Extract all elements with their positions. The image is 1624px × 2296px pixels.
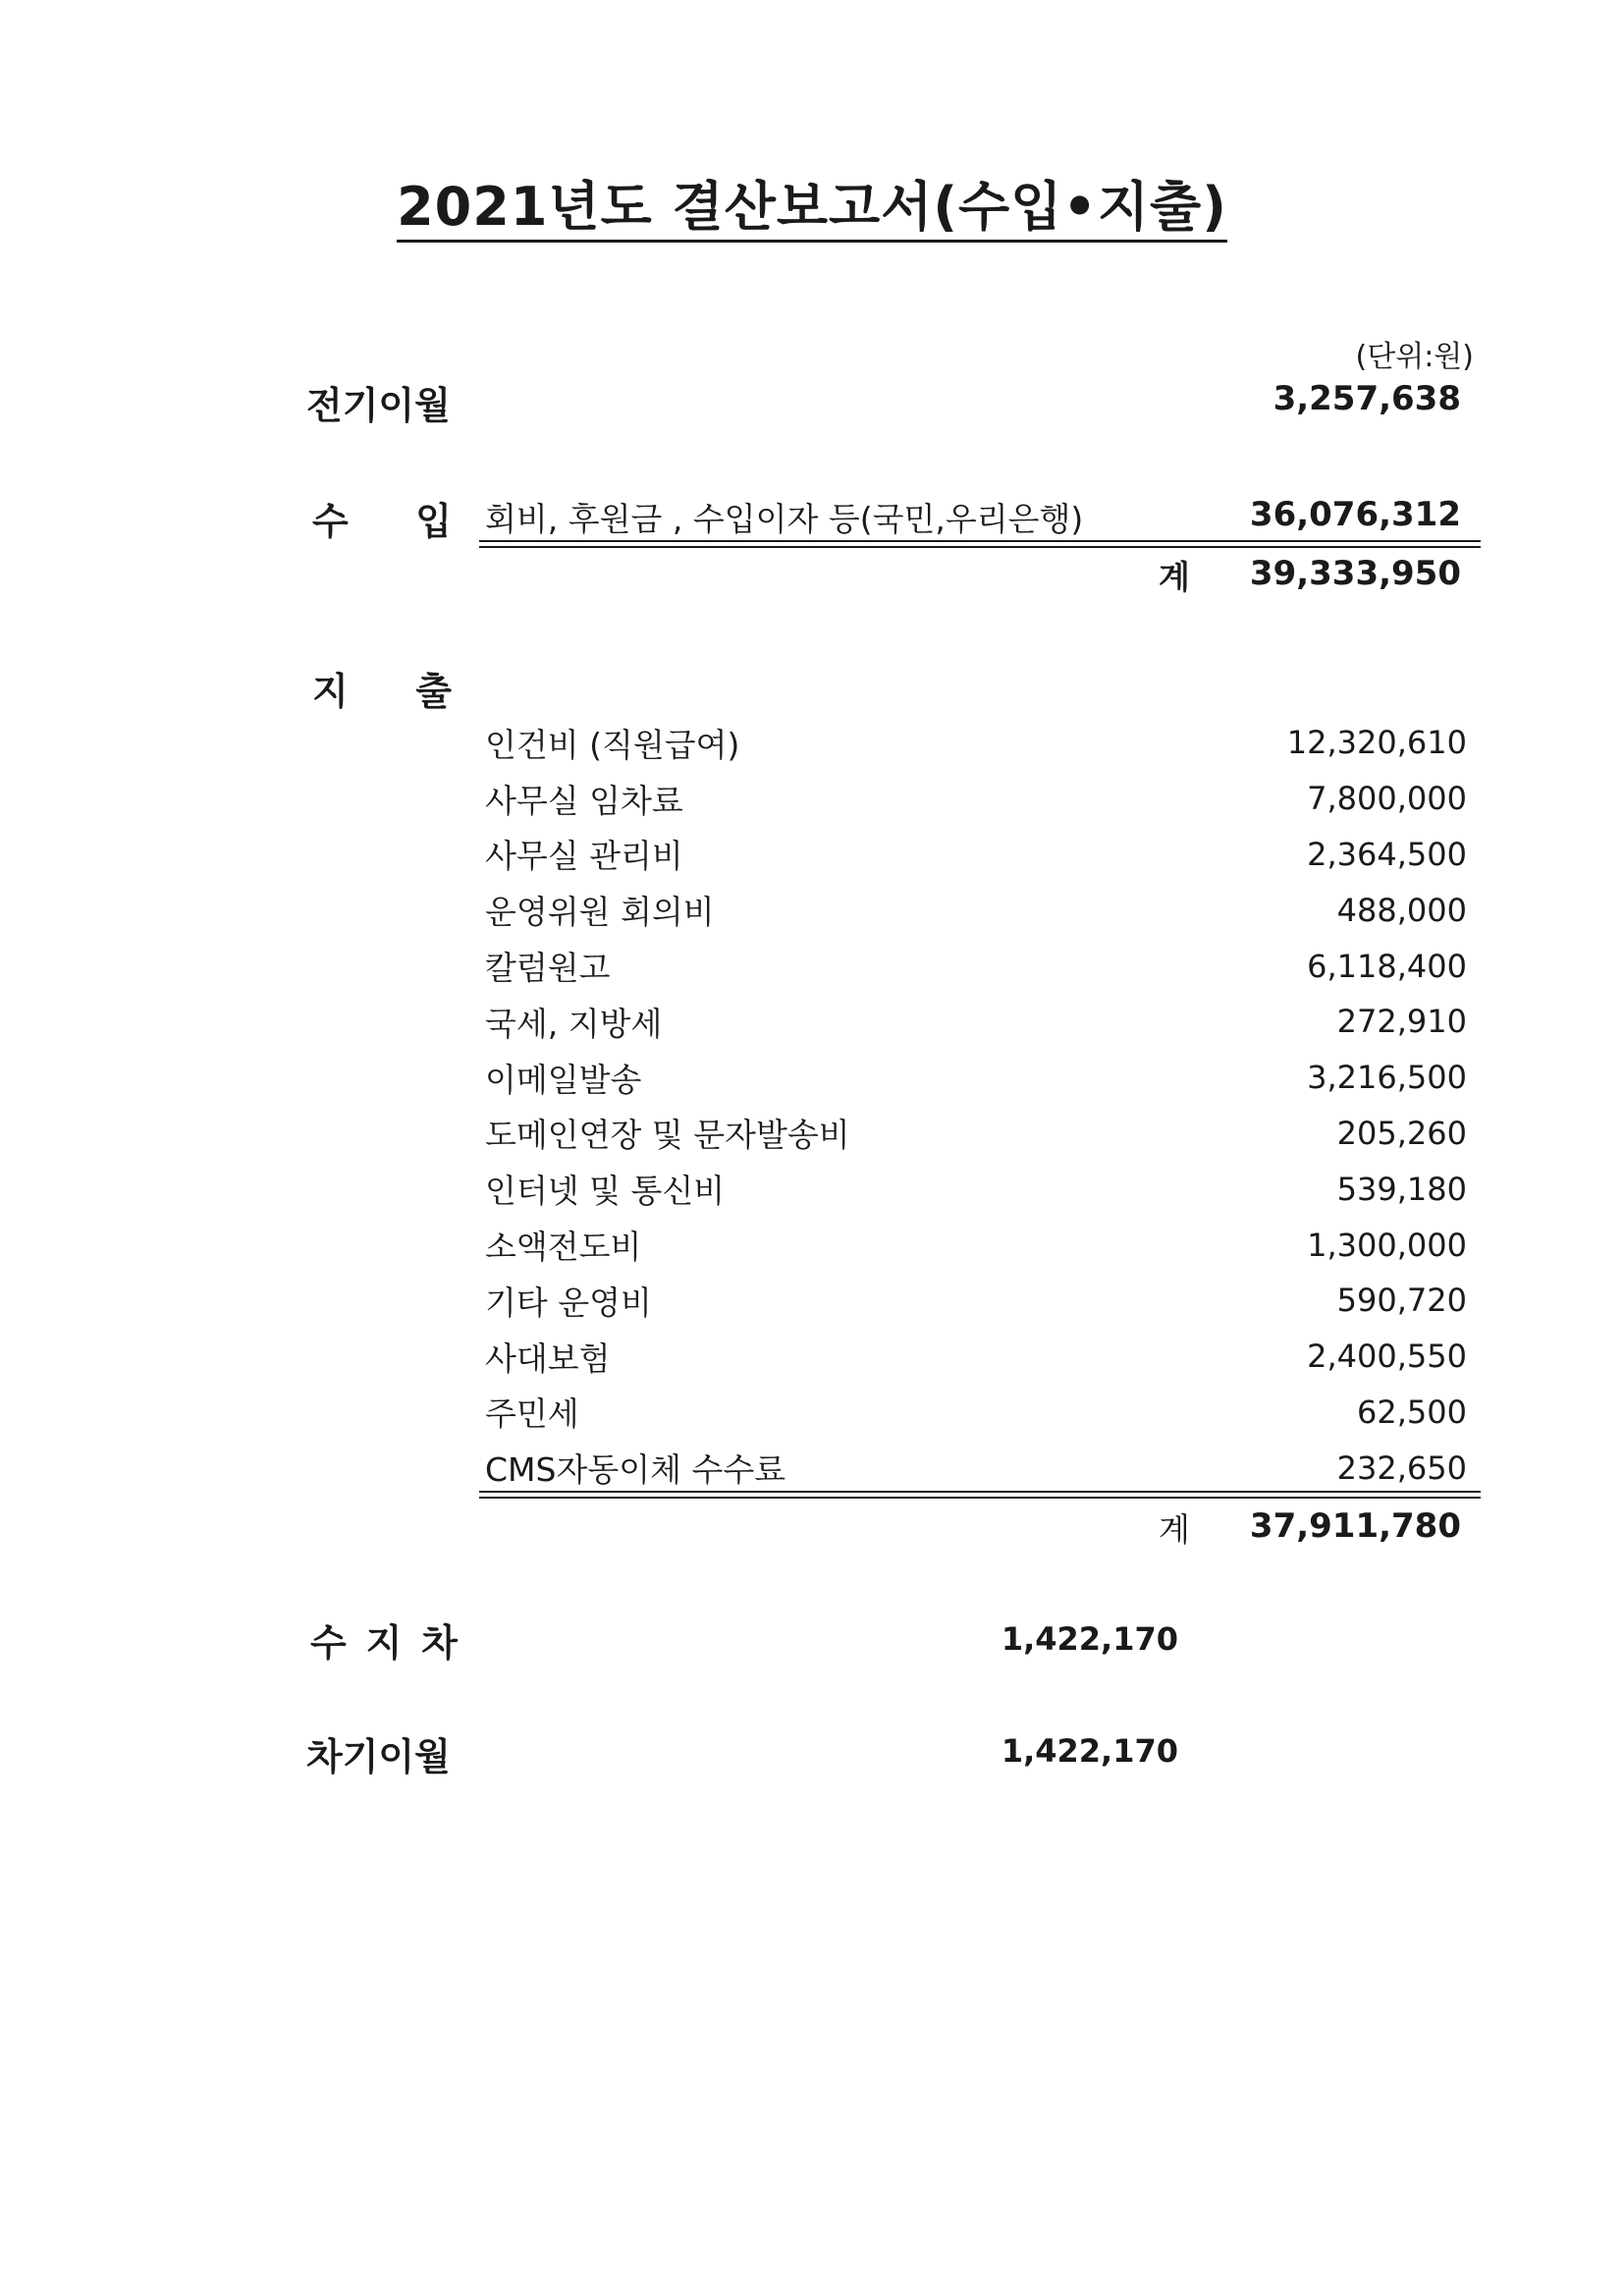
expense-row <box>485 882 1467 938</box>
expense-item-label: 국세, 지방세 <box>485 1004 663 1043</box>
expense-item-amount: 1,300,000 <box>1307 1226 1467 1264</box>
expense-item-amount: 232,650 <box>1336 1449 1467 1487</box>
expense-row <box>485 938 1467 994</box>
expense-label <box>312 661 452 715</box>
income-double-rule <box>479 540 1481 548</box>
expense-double-rule <box>479 1491 1481 1499</box>
income-total-amount: 39,333,950 <box>1249 554 1461 593</box>
expense-total-amount: 37,911,780 <box>1249 1506 1461 1546</box>
expense-item-label: 운영위원 회의비 <box>485 893 715 932</box>
balance-label-char-2: 지 <box>365 1621 403 1665</box>
expense-item-label: 인건비 (직원급여) <box>485 725 740 764</box>
income-label <box>312 491 452 545</box>
income-label-char-1: 수 <box>312 500 349 543</box>
income-label-char-2: 입 <box>415 500 452 543</box>
expense-item-label: 사대보험 <box>485 1339 611 1378</box>
expense-total-label: 계 <box>1159 1510 1190 1549</box>
expense-row <box>485 827 1467 883</box>
expense-item-amount: 590,720 <box>1336 1282 1467 1320</box>
expense-item-label: 사무실 관리비 <box>485 837 683 876</box>
expense-item-amount: 539,180 <box>1336 1170 1467 1208</box>
income-total-label: 계 <box>1159 558 1190 596</box>
expense-row <box>485 1329 1467 1385</box>
expense-item-label: 인터넷 및 통신비 <box>485 1172 726 1211</box>
unit-note: (단위:원) <box>1355 340 1474 374</box>
expense-item-label: CMS자동이체 수수료 <box>485 1450 786 1490</box>
income-amount: 36,076,312 <box>1249 495 1461 534</box>
balance-amount: 1,422,170 <box>1001 1620 1178 1658</box>
expense-row <box>485 994 1467 1050</box>
carry-out-amount: 1,422,170 <box>1001 1732 1178 1770</box>
expense-items <box>485 715 1467 1496</box>
expense-item-label: 이메일발송 <box>485 1060 642 1099</box>
expense-item-amount: 488,000 <box>1336 891 1467 929</box>
expense-row <box>485 1050 1467 1106</box>
expense-item-amount: 6,118,400 <box>1307 947 1467 985</box>
expense-item-amount: 2,400,550 <box>1307 1338 1467 1376</box>
expense-item-label: 사무실 임차료 <box>485 781 683 820</box>
carry-in-amount: 3,257,638 <box>1272 379 1461 418</box>
expense-item-label: 소액전도비 <box>485 1228 642 1267</box>
expense-item-amount: 7,800,000 <box>1307 780 1467 818</box>
expense-item-label: 기타 운영비 <box>485 1283 652 1322</box>
expense-label-char-2: 출 <box>415 670 452 713</box>
expense-label-char-1: 지 <box>312 670 349 713</box>
expense-item-amount: 12,320,610 <box>1286 724 1467 762</box>
carry-in-label: 전기이월 <box>306 384 451 427</box>
expense-item-amount: 272,910 <box>1336 1003 1467 1041</box>
expense-item-amount: 2,364,500 <box>1307 835 1467 873</box>
expense-row <box>485 1385 1467 1441</box>
expense-item-label: 주민세 <box>485 1394 579 1434</box>
expense-row <box>485 1273 1467 1329</box>
expense-item-amount: 3,216,500 <box>1307 1059 1467 1097</box>
expense-item-amount: 62,500 <box>1357 1393 1467 1431</box>
expense-row <box>485 1161 1467 1217</box>
expense-item-label: 도메인연장 및 문자발송비 <box>485 1116 850 1155</box>
balance-label-char-1: 수 <box>310 1621 347 1665</box>
balance-label <box>310 1613 458 1667</box>
report-title <box>0 165 1624 241</box>
expense-item-amount: 205,260 <box>1336 1114 1467 1152</box>
expense-row <box>485 1106 1467 1162</box>
expense-item-label: 칼럼원고 <box>485 949 611 988</box>
income-description: 회비, 후원금 , 수입이자 등(국민,우리은행) <box>485 500 1084 538</box>
expense-row <box>485 1440 1467 1496</box>
expense-row <box>485 1217 1467 1273</box>
expense-row <box>485 771 1467 827</box>
balance-label-char-3: 차 <box>421 1621 458 1665</box>
expense-row <box>485 715 1467 771</box>
report-title-text: 2021년도 결산보고서(수입•지출) <box>397 176 1227 243</box>
carry-out-label: 차기이월 <box>306 1735 451 1778</box>
